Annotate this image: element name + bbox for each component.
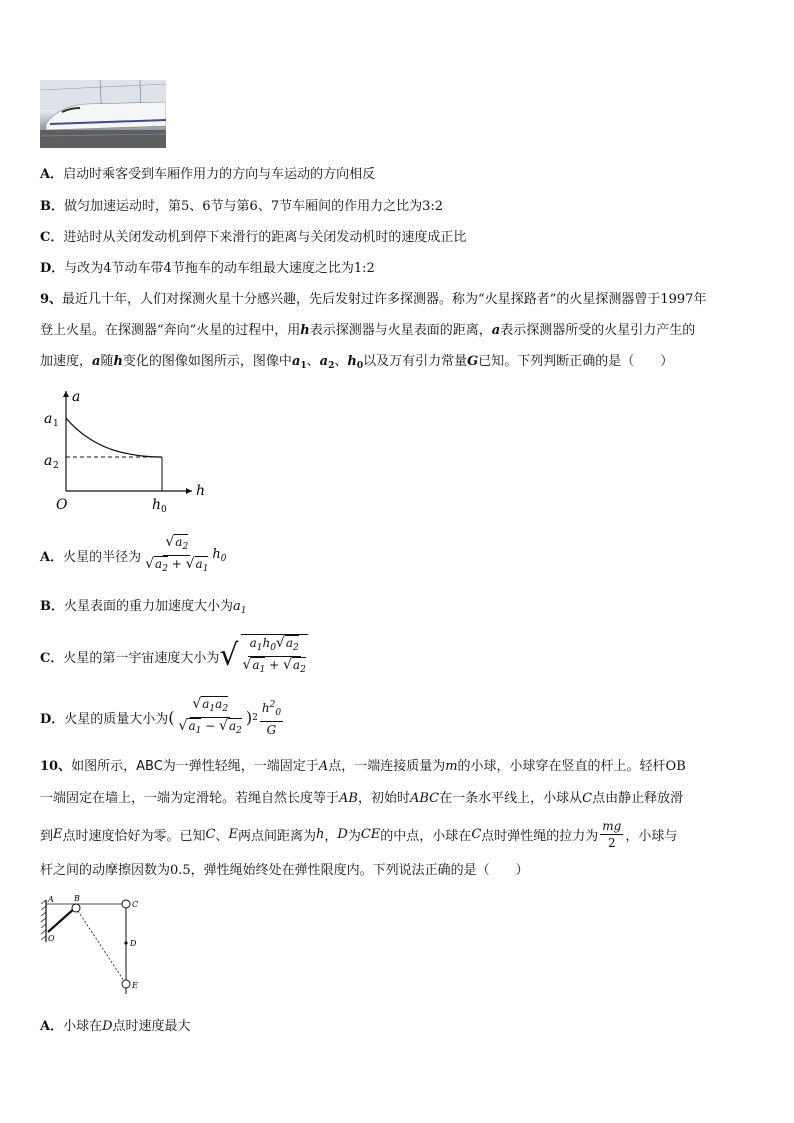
y-axis-label: a bbox=[72, 389, 81, 405]
q10-figure bbox=[40, 894, 150, 998]
q8-option-b: B．做匀加速运动时，第5、6节与第6、7节车厢间的作用力之比为3:2 bbox=[40, 199, 444, 214]
svg-text:B: B bbox=[74, 894, 80, 903]
a2-label: a bbox=[44, 453, 53, 469]
q10-stem-line4: 杆之间的动摩擦因数为0.5，弹性绳始终处在弹性限度内。下列说法正确的是（ ） bbox=[40, 863, 529, 878]
q10-stem-line3: 到 E 点时速度恰好为零。已知 C 、 E 两点间距离为 h ， D 为 CE 的中点，小球在 C 点时弹性绳的拉力为 $\frac{mg}{2}$ ，小球与 bbox=[40, 819, 678, 850]
rope-be bbox=[78, 911, 126, 984]
svg-text:E: E bbox=[132, 981, 138, 990]
q8-option-a: A．启动时乘客受到车厢作用力的方向与车运动的方向相反 bbox=[40, 167, 376, 182]
q9-stem-line2: 登上火星。在探测器“奔向”火星的过程中，用h表示探测器与火星表面的距离，a表示探测器所受的火星引力产生的 bbox=[40, 323, 696, 338]
q9-option-d: D． 火星的质量大小为 ( $\frac{√a_1a_2}{√a_1 - √a_2}$ ) 2 $\frac{h^2_0}{G}$ bbox=[40, 696, 282, 737]
q9-option-c: C． 火星的第一宇宙速度大小为 √ $\frac{a_1h_0√a_2}{√a_1 + √a_2}$ bbox=[40, 634, 310, 678]
curve bbox=[66, 418, 162, 457]
x-axis-label: h bbox=[196, 483, 206, 499]
origin-label: O bbox=[56, 497, 68, 513]
svg-text:A: A bbox=[48, 895, 54, 904]
q9-stem-line1: 9、最近几十年，人们对探测火星十分感兴趣，先后发射过许多探测器。称为“火星探路者”的火星探测器曾于1997年 bbox=[40, 292, 707, 307]
formula-d: $\frac{√a_1a_2}{√a_1 - √a_2}$ bbox=[178, 696, 242, 736]
formula-a: $\frac{√a_2}{√a_2 + √a_1}$ bbox=[145, 534, 209, 574]
svg-text:O: O bbox=[48, 934, 55, 943]
formula-c: $\frac{a_1h_0√a_2}{√a_1 + √a_2}$ bbox=[241, 634, 308, 678]
q10-stem-line2: 一端固定在墙上，一端为定滑轮。若绳自然长度等于AB，初始时ABC在一条水平线上，小球从C点由静止释放滑 bbox=[40, 791, 684, 806]
ball-e bbox=[122, 980, 130, 988]
q8-option-c: C．进站时从关闭发动机到停下来滑行的距离与关闭发动机时的速度成正比 bbox=[40, 230, 467, 245]
svg-text:1: 1 bbox=[53, 419, 59, 429]
svg-text:0: 0 bbox=[161, 505, 167, 515]
q9-option-b: B．火星表面的重力加速度大小为$a_1$ bbox=[40, 599, 247, 616]
rod-ob bbox=[48, 907, 76, 932]
q9-stem-line3: 加速度，a随h变化的图像如图所示，图像中$a_1$、$a_2$、$h_0$以及万有引力常量G已知。下列判断正确的是（ ） bbox=[40, 354, 674, 371]
ball-c bbox=[122, 900, 130, 908]
svg-text:2: 2 bbox=[53, 461, 59, 471]
point-d bbox=[124, 941, 127, 944]
q9-option-a: A． 火星的半径为 $\frac{√a_2}{√a_2 + √a_1}$ $h_0$ bbox=[40, 534, 227, 577]
train-photo bbox=[40, 80, 166, 148]
h0-label: h bbox=[152, 497, 162, 513]
q10-option-a: A．小球在D点时速度最大 bbox=[40, 1019, 191, 1034]
svg-text:C: C bbox=[132, 900, 139, 909]
q10-stem-line1: 10、如图所示，ABC为一弹性轻绳，一端固定于A点，一端连接质量为m的小球，小球穿在竖直的杆上。轻杆OB bbox=[40, 759, 686, 774]
formula-mg-2: $\frac{mg}{2}$ bbox=[602, 819, 622, 850]
pulley bbox=[72, 904, 80, 912]
q8-option-d: D．与改为4节动车带4节拖车的动车组最大速度之比为1:2 bbox=[40, 261, 375, 276]
a1-label: a bbox=[44, 411, 53, 427]
q9-graph bbox=[40, 385, 210, 515]
svg-text:D: D bbox=[130, 939, 137, 948]
